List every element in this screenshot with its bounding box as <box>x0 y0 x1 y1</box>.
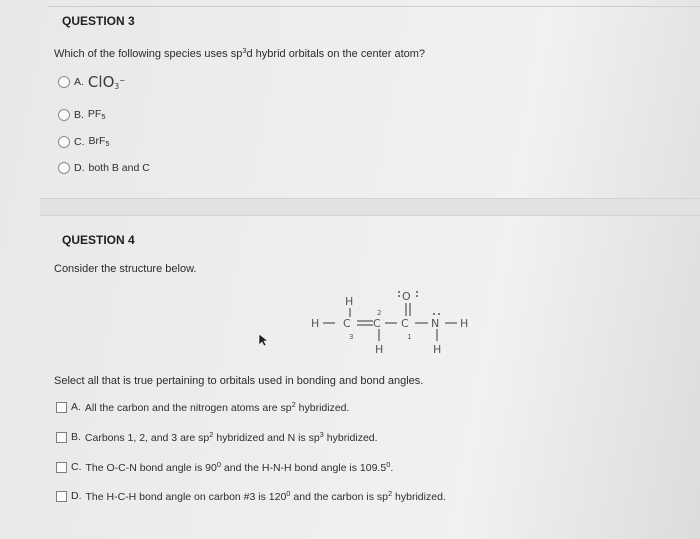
question-3-title: QUESTION 3 <box>62 14 135 28</box>
atom-n: N <box>431 317 440 330</box>
question-3-top-border <box>48 6 700 7</box>
atom-h-right: H <box>460 317 469 330</box>
q4-option-d[interactable] <box>56 489 446 503</box>
q3-option-d-letter: D. <box>74 162 85 174</box>
q4-option-a-text: All the carbon and the nitrogen atoms are $sp^2$ hybridized. <box>84 400 350 414</box>
q4-option-d-checkbox[interactable] <box>56 491 67 502</box>
q3-option-a-letter: A. <box>74 76 84 88</box>
atom-c1: C <box>401 317 409 330</box>
carbon-number-3: 3 <box>349 333 354 341</box>
q4-option-a-checkbox[interactable] <box>56 402 67 413</box>
question-separator <box>40 198 700 216</box>
atom-h-bottom-n: H <box>433 343 442 356</box>
q4-option-c[interactable] <box>56 460 393 474</box>
q3-option-a-formula: ClO$_3$− <box>87 73 126 91</box>
carbon-number-2: 2 <box>377 309 382 317</box>
atom-h-bottom-c2: H <box>375 343 384 356</box>
q3-option-a-radio[interactable] <box>58 76 70 88</box>
q4-option-b-checkbox[interactable] <box>56 432 67 443</box>
q4-option-a[interactable] <box>56 400 349 414</box>
atom-c2: C <box>373 317 381 330</box>
question-4-prompt: Consider the structure below. <box>54 263 197 275</box>
q3-option-d[interactable] <box>58 162 150 174</box>
q4-option-b[interactable] <box>56 430 378 444</box>
q4-option-c-text: The O-C-N bond angle is $90^0$ and the H-N-H bond angle is 109.5$^0$. <box>85 460 394 474</box>
q3-option-c[interactable] <box>58 135 110 148</box>
carbon-number-1: 1 <box>407 333 412 341</box>
atom-h-left: H <box>311 317 320 330</box>
atom-o: O <box>402 290 411 303</box>
q3-option-d-radio[interactable] <box>58 162 70 174</box>
atom-h-top: H <box>345 295 354 308</box>
q3-option-b[interactable] <box>58 108 106 121</box>
question-3-prompt: Which of the following species uses $sp^3d$ hybrid orbitals on the center atom? <box>54 46 426 60</box>
q4-option-a-letter: A. <box>71 401 81 413</box>
molecule-structure-drawing <box>305 283 525 363</box>
q4-option-b-letter: B. <box>71 431 81 443</box>
q3-option-d-text: both B and C <box>88 162 150 174</box>
q3-option-c-radio[interactable] <box>58 136 70 148</box>
q4-option-b-text: Carbons 1, 2, and 3 are $sp^2$ hybridized and N is $sp^3$ hybridized. <box>84 430 378 444</box>
q3-option-c-letter: C. <box>74 135 85 148</box>
atom-c3: C <box>343 317 351 330</box>
q4-option-d-letter: D. <box>71 490 82 502</box>
question-4-title: QUESTION 4 <box>62 233 135 247</box>
q3-option-b-text: $PF_5$ <box>87 108 106 121</box>
question-4-prompt-2: Select all that is true pertaining to orbitals used in bonding and bond angles. <box>54 375 424 387</box>
q3-option-a[interactable] <box>58 73 125 91</box>
q3-option-c-text: BrF$_5$ <box>88 135 110 148</box>
mouse-cursor-icon <box>258 333 268 347</box>
q4-option-c-checkbox[interactable] <box>56 462 67 473</box>
q3-option-b-letter: B. <box>74 108 84 121</box>
q4-option-d-text: The H-C-H bond angle on carbon #3 is $120^0$ and the carbon is $sp^2$ hybridized. <box>85 489 446 503</box>
q4-option-c-letter: C. <box>71 461 82 473</box>
q3-option-b-radio[interactable] <box>58 109 70 121</box>
